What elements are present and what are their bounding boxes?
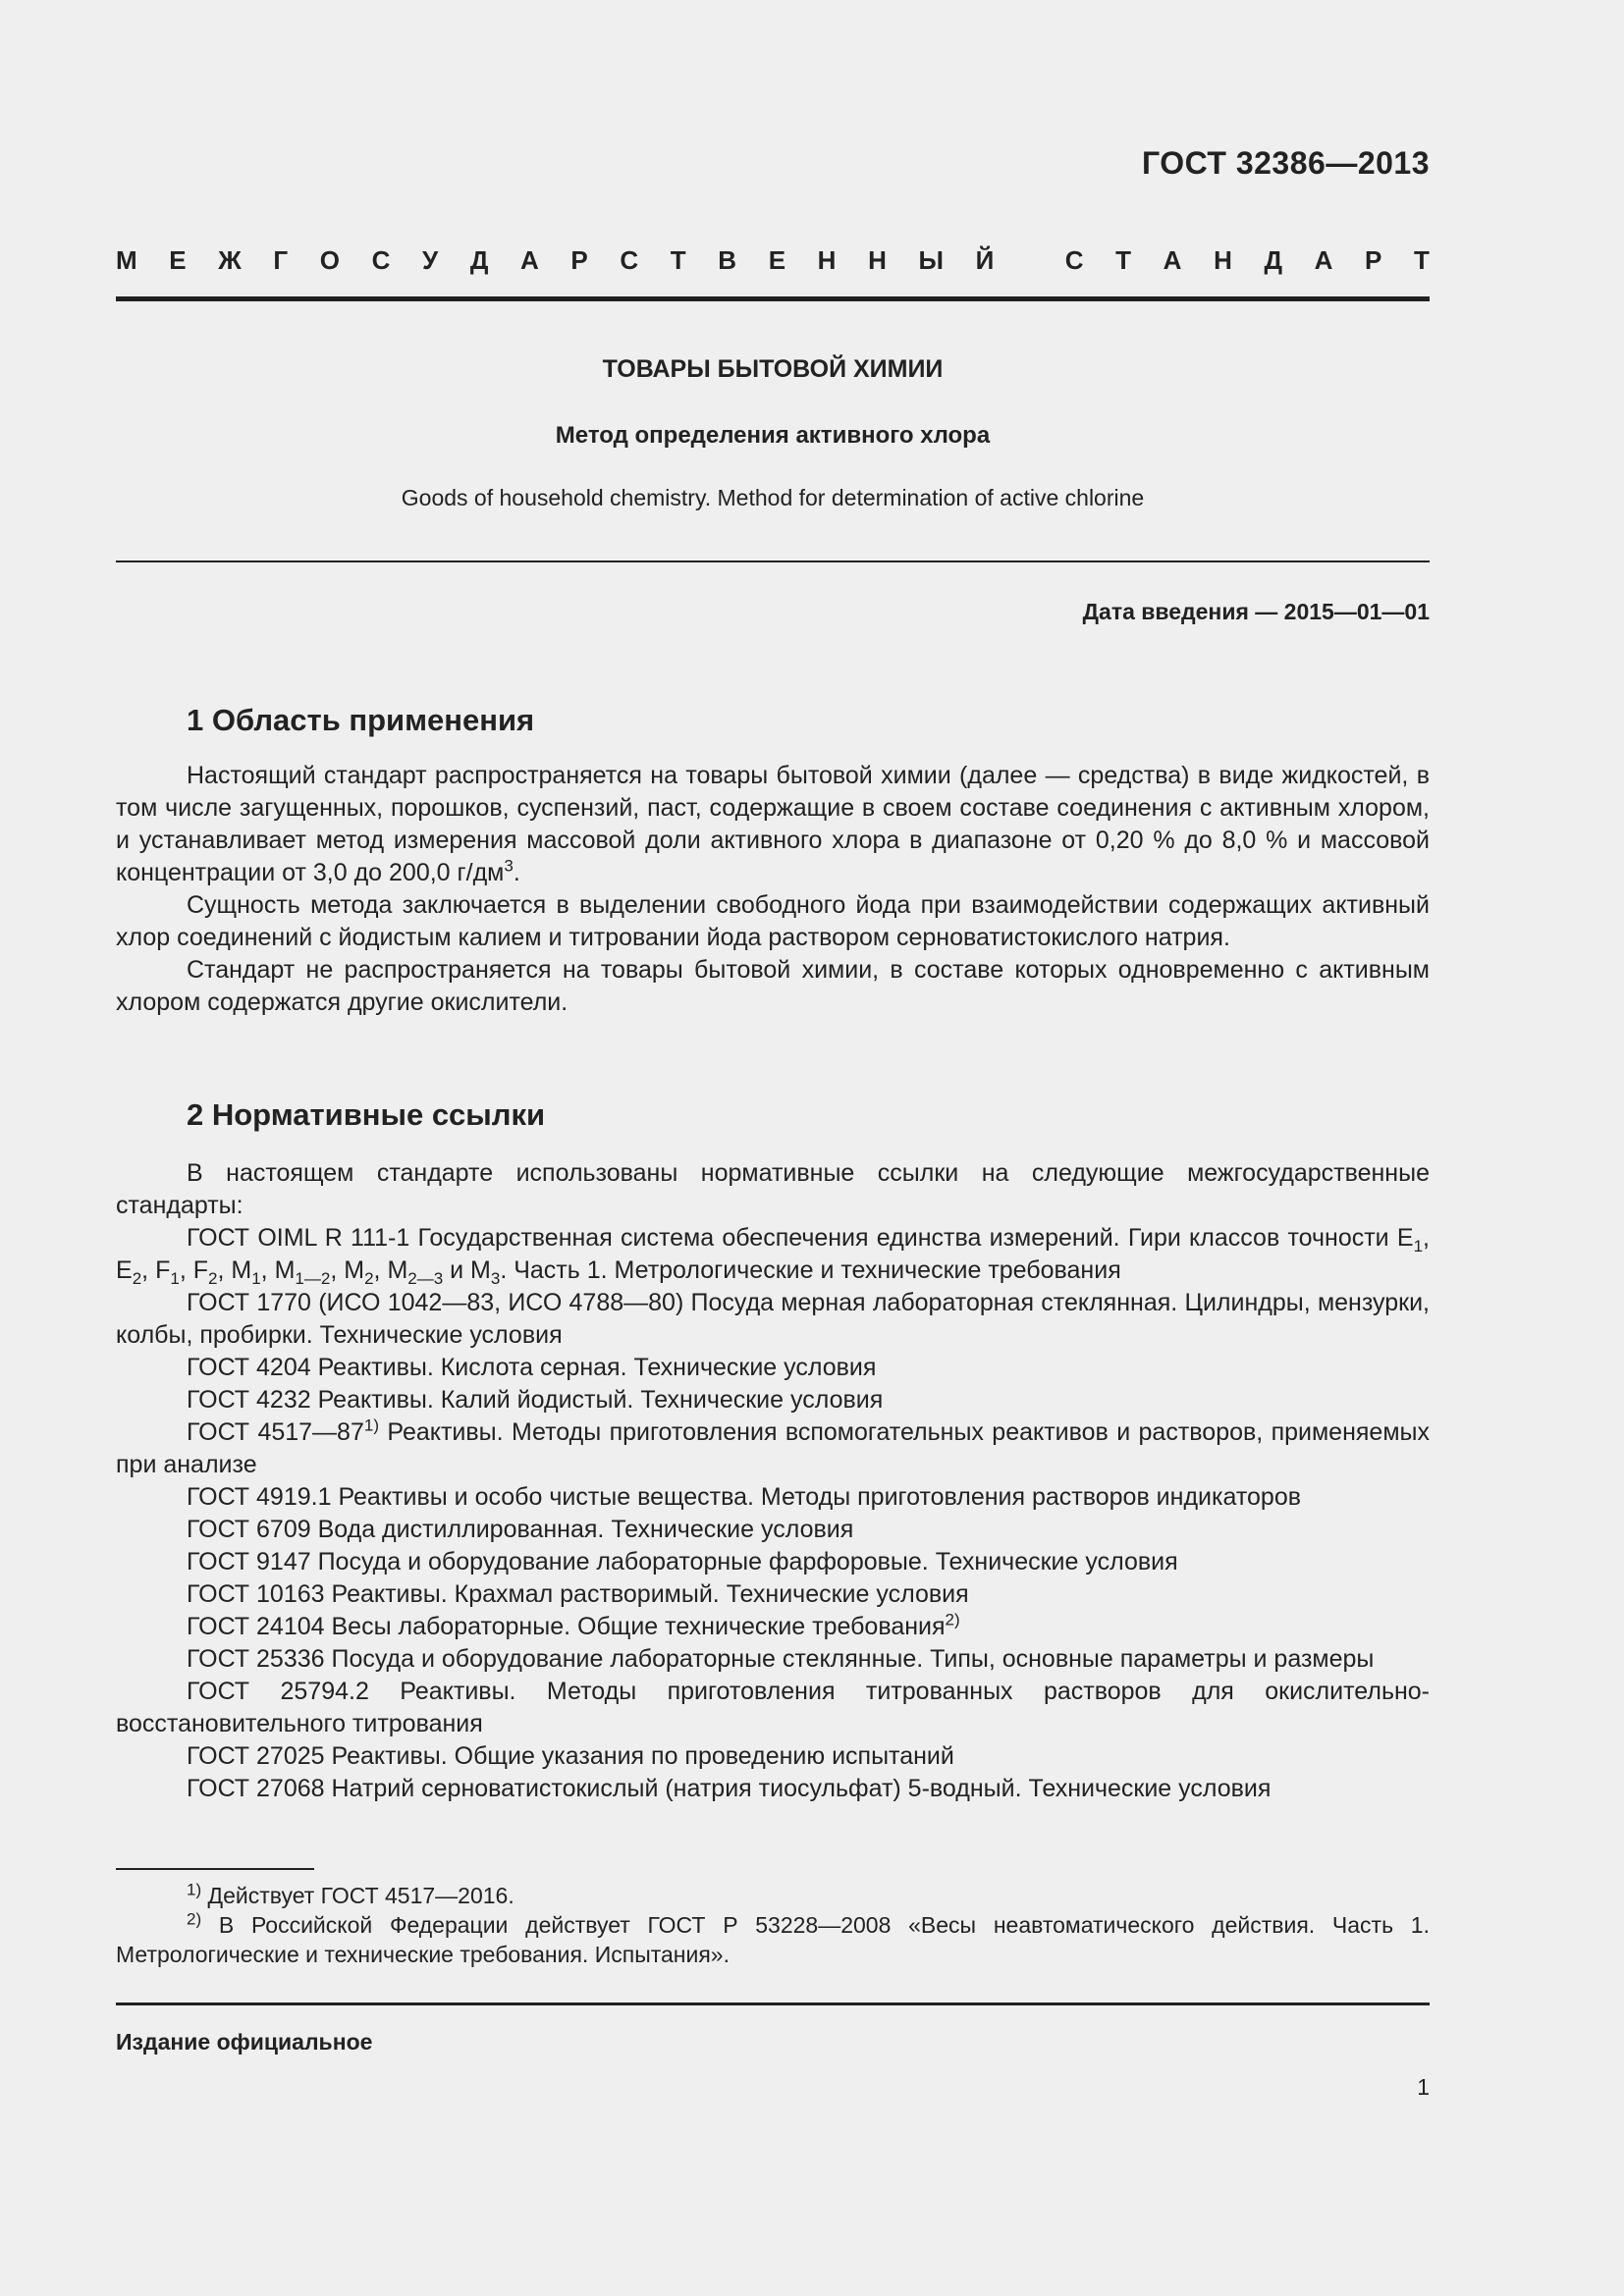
reference-text: Натрий серноватистокислый (натрия тиосульфат) 5-водный. Технические условия (324, 1775, 1272, 1802)
section-1-heading: 1 Область применения (187, 703, 535, 737)
banner-letter: С (371, 245, 391, 275)
page-number: 1 (1417, 2074, 1430, 2100)
banner-letter: Й (975, 245, 995, 275)
banner-letter: С (1064, 245, 1084, 275)
separator: , (373, 1256, 388, 1284)
section-1-paragraph-3: Стандарт не распространяется на товары бытовой химии, в составе которых одновременно с активным хлором содержатся другие окислители. (116, 956, 1430, 1016)
title-rule (116, 561, 1430, 562)
banner-letter: М (116, 245, 137, 275)
superscript: 3 (504, 856, 514, 876)
banner-letter: Е (768, 245, 786, 275)
banner-letter: А (520, 245, 539, 275)
footnote-rule (116, 1868, 314, 1870)
letter: M (274, 1256, 296, 1284)
reference-text: Посуда и оборудование лабораторные стеклянные. Типы, основные параметры и размеры (324, 1645, 1375, 1673)
subscript: 1 (170, 1269, 180, 1288)
letter: E (116, 1256, 133, 1284)
footnote-item (116, 1910, 1430, 1969)
banner-letter: Р (1365, 245, 1382, 275)
reference-item (116, 1514, 1430, 1546)
introduction-date: Дата введения — 2015—01—01 (1082, 599, 1430, 624)
separator: , (260, 1256, 275, 1284)
subscript: 1—2 (295, 1269, 331, 1288)
separator: , (179, 1256, 193, 1284)
reference-code: ГОСТ 4919.1 (187, 1483, 332, 1511)
footnote-marker: 2) (187, 1909, 202, 1929)
reference-item (116, 1578, 1430, 1611)
reference-item (116, 1352, 1430, 1384)
document-subtitle: Метод определения активного хлора (555, 422, 991, 449)
reference-item (116, 1416, 1430, 1481)
paragraph-text: Настоящий стандарт распространяется на товары бытовой химии (далее — средства) в виде жидкостей, в том числе загущенных, порошков, суспензий, паст, содержащие в своем составе соединения с активным хлором, и устанавливает метод измерения массовой доли активного хлора в диапазоне от 0,20 % до 8,0 % и массовой концентрации от 3,0 до 200,0 г/дм (116, 762, 1430, 886)
banner-letter (1026, 245, 1033, 276)
document-number: ГОСТ 32386—2013 (1141, 145, 1430, 181)
banner-letter: С (620, 245, 639, 275)
reference-code: ГОСТ 4517—87 (187, 1418, 364, 1446)
reference-code: ГОСТ 25794.2 (187, 1678, 369, 1705)
banner-letter: Т (670, 245, 686, 275)
footnote-marker: 2) (945, 1610, 960, 1629)
reference-text: Реактивы и особо чистые вещества. Методы приготовления растворов индикаторов (331, 1483, 1302, 1511)
subscript: 2 (208, 1269, 218, 1288)
separator: , (141, 1256, 156, 1284)
reference-text: Реактивы. Общие указания по проведению испытаний (324, 1742, 954, 1770)
reference-code: ГОСТ 27068 (187, 1775, 325, 1802)
reference-text: ГОСТ OIML R 111-1 Государственная система обеспечения единства измерений. Гири классов точности E (187, 1224, 1414, 1252)
letter: M (344, 1256, 365, 1284)
banner-letter: Е (169, 245, 187, 275)
banner-letter: Н (868, 245, 887, 275)
banner-letter: Т (1115, 245, 1132, 275)
references-intro: В настоящем стандарте использованы нормативные ссылки на следующие межгосударственные стандарты: (116, 1159, 1430, 1219)
section-1-body (116, 760, 1430, 1019)
document-english-title: Goods of household chemistry. Method for determination of active chlorine (401, 485, 1145, 510)
paragraph-end: . (513, 859, 520, 886)
banner-letter: А (1314, 245, 1333, 275)
section-2-body (116, 1157, 1430, 1805)
references-list (116, 1287, 1430, 1805)
document-title: ТОВАРЫ БЫТОВОЙ ХИМИИ (602, 355, 944, 383)
reference-code: ГОСТ 25336 (187, 1645, 325, 1673)
footnotes (116, 1881, 1430, 1969)
reference-text: Посуда мерная лабораторная стеклянная. Цилиндры, мензурки, колбы, пробирки. Технические условия (116, 1289, 1431, 1349)
conjunction: и M (443, 1256, 491, 1284)
banner-letter: Н (817, 245, 837, 275)
reference-text: Весы лабораторные. Общие технические требования (324, 1613, 946, 1640)
banner-letter: Ы (918, 245, 944, 275)
reference-code: ГОСТ 4204 (187, 1354, 311, 1381)
reference-item (116, 1773, 1430, 1805)
footnote-marker: 1) (363, 1415, 379, 1435)
letter: M (387, 1256, 408, 1284)
reference-item (116, 1287, 1430, 1352)
footnote-item (116, 1881, 1430, 1910)
reference-item (116, 1611, 1430, 1643)
section-2-heading: 2 Нормативные ссылки (187, 1097, 546, 1132)
subscript: 2 (364, 1269, 374, 1288)
banner-letter: Т (1414, 245, 1430, 275)
banner-letter: Ж (218, 245, 242, 275)
reference-code: ГОСТ 27025 (187, 1742, 325, 1770)
reference-text: Посуда и оборудование лабораторные фарфоровые. Технические условия (310, 1548, 1178, 1575)
reference-text: Вода дистиллированная. Технические условия (310, 1516, 854, 1543)
reference-oiml (116, 1222, 1430, 1287)
subscript: 2 (132, 1269, 142, 1288)
subscript: 2—3 (407, 1269, 444, 1288)
letter: F (192, 1256, 208, 1284)
separator: , (330, 1256, 345, 1284)
reference-item (116, 1643, 1430, 1676)
reference-code: ГОСТ 4232 (187, 1386, 311, 1414)
reference-code: ГОСТ 24104 (187, 1613, 325, 1640)
separator: , (217, 1256, 232, 1284)
reference-text: . Часть 1. Метрологические и технические требования (500, 1256, 1121, 1284)
footnote-marker: 1) (187, 1880, 202, 1899)
section-1-paragraph-1 (116, 760, 1430, 889)
banner-letter: Р (570, 245, 588, 275)
subscript: 1 (1413, 1237, 1424, 1255)
reference-code: ГОСТ 6709 (187, 1516, 311, 1543)
reference-item (116, 1676, 1430, 1740)
banner-letter: Г (273, 245, 289, 275)
header-rule (116, 296, 1430, 301)
interstate-standard-banner (116, 245, 1430, 276)
reference-text: Реактивы. Методы приготовления титрованных растворов для окислительно-восстановительного титрования (116, 1678, 1431, 1737)
section-1-paragraph-2: Сущность метода заключается в выделении свободного йода при взаимодействии содержащих активный хлор соединений с йодистым калием и титровании йода раствором серноватистокислого натрия. (116, 891, 1430, 951)
banner-letter: В (718, 245, 737, 275)
banner-letter: Д (1264, 245, 1283, 275)
reference-text: Реактивы. Калий йодистый. Технические условия (310, 1386, 884, 1414)
separator: , (1423, 1224, 1430, 1252)
reference-text: Реактивы. Кислота серная. Технические условия (310, 1354, 877, 1381)
reference-code: ГОСТ 9147 (187, 1548, 311, 1575)
subscript: 3 (490, 1269, 501, 1288)
banner-letter: У (422, 245, 439, 275)
reference-item (116, 1384, 1430, 1416)
reference-item (116, 1546, 1430, 1578)
banner-letter: О (319, 245, 340, 275)
banner-letter: А (1163, 245, 1182, 275)
footnote-text: В Российской Федерации действует ГОСТ Р 53228—2008 «Весы неавтоматического действия. Часть 1. Метрологические и технические требования. Испытания». (116, 1912, 1430, 1967)
letter: M (231, 1256, 252, 1284)
reference-code: ГОСТ 10163 (187, 1580, 325, 1608)
reference-text: Реактивы. Методы приготовления вспомогательных реактивов и растворов, применяемых при анализе (116, 1418, 1430, 1478)
footnote-text: Действует ГОСТ 4517—2016. (201, 1883, 514, 1908)
footer-rule (116, 2002, 1430, 2005)
banner-letter: Н (1214, 245, 1232, 275)
edition-label: Издание официальное (116, 2029, 373, 2055)
reference-code: ГОСТ 1770 (ИСО 1042—83, ИСО 4788—80) (187, 1289, 684, 1316)
banner-letter: Д (469, 245, 489, 275)
letter: F (155, 1256, 171, 1284)
reference-text: Реактивы. Крахмал растворимый. Технические условия (324, 1580, 969, 1608)
reference-item (116, 1481, 1430, 1514)
subscript: 1 (251, 1269, 261, 1288)
reference-item (116, 1740, 1430, 1773)
